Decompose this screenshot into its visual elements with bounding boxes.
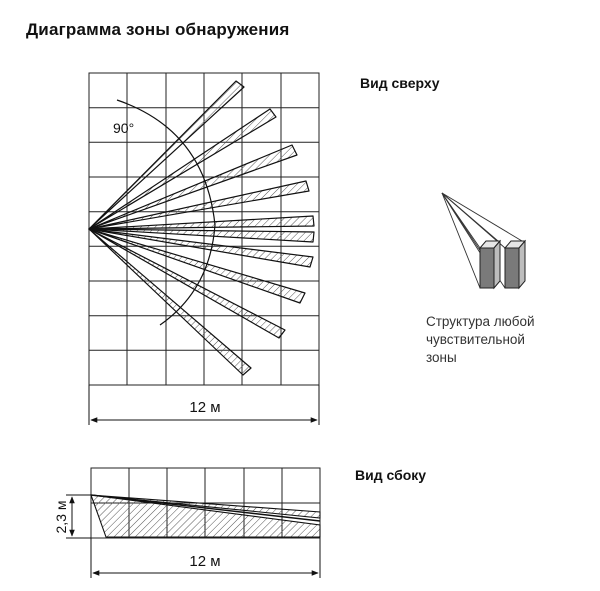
- caption-line-1: Структура любой: [426, 314, 535, 329]
- angle-label: 90°: [113, 120, 135, 136]
- side-height-dimension: [66, 495, 91, 538]
- caption-line-2: чувствительной: [426, 332, 525, 347]
- zone-block-1: [480, 241, 500, 288]
- side-width-label: 12 м: [189, 553, 221, 570]
- side-view-label: Вид сбоку: [355, 467, 427, 483]
- side-height-label: 2,3 м: [53, 500, 69, 534]
- top-view: [89, 73, 319, 425]
- zone-block-2: [505, 241, 525, 288]
- side-view: [53, 468, 320, 578]
- caption-line-3: зоны: [426, 350, 457, 365]
- zone-structure-illustration: [442, 193, 525, 288]
- diagram-title: Диаграмма зоны обнаружения: [26, 20, 290, 39]
- top-view-label: Вид сверху: [360, 75, 440, 91]
- top-width-label: 12 м: [189, 399, 221, 416]
